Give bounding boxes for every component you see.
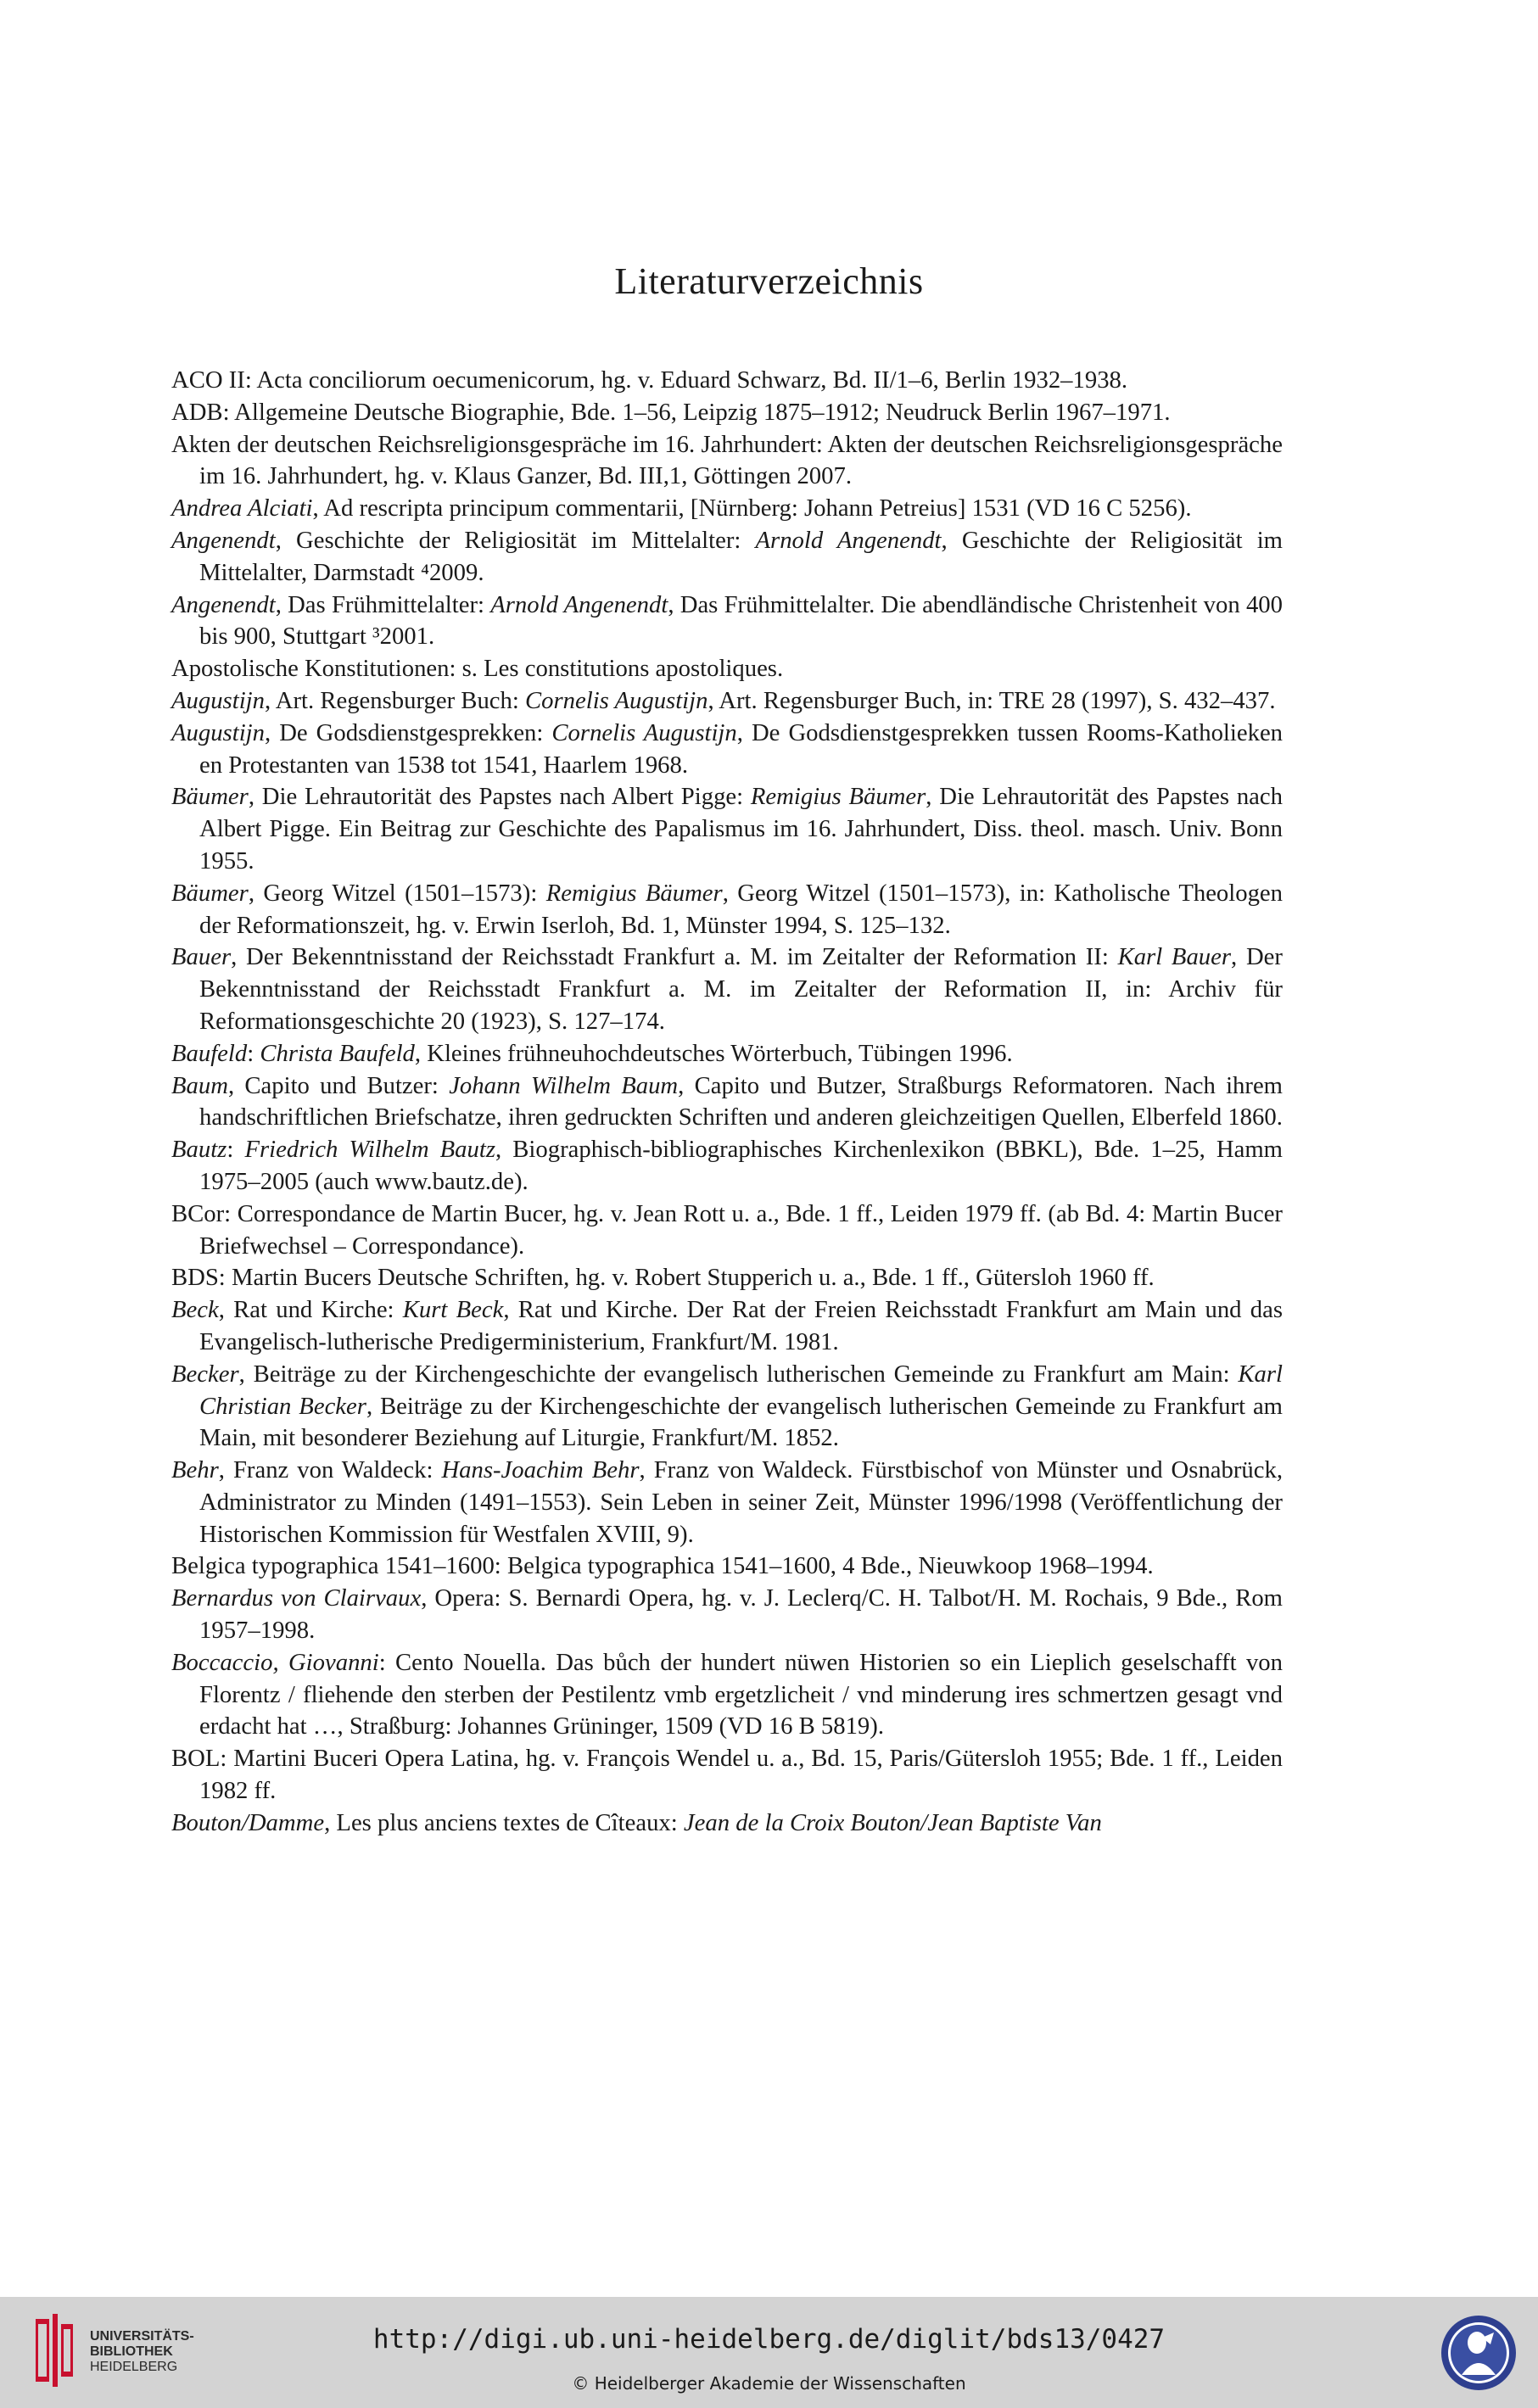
logo-line-3: HEIDELBERG (90, 2360, 178, 2374)
entry-text: BOL: Martini Buceri Opera Latina, hg. v. François Wendel u. a., Bd. 15, Paris/Gütersloh 1955; Bde. 1 ff., Leiden 1982 ff. (171, 1745, 1283, 1805)
entry-italic-text: Angenendt (171, 590, 276, 618)
entry-text: , Geschichte der Religiosität im Mittelalter, Darmstadt ⁴2009. (199, 526, 1283, 586)
entry-text: : Cento Nouella. Das bůch der hundert nüwen Historien so ein Lieplich geselschafft von Florentz / fliehende den sterben der Pestilentz vmb ergetzlicheit / vnd minderung ires schmertzen gesagt vnd erdacht hat …, Straßburg: Johannes Grüninger, 1509 (VD 16 B 5819). (199, 1648, 1283, 1740)
entry-italic-text: Friedrich Wilhelm Bautz (244, 1136, 495, 1164)
bibliography-entry (171, 1070, 1283, 1135)
entry-text: : (227, 1136, 245, 1164)
entry-italic-text: Cornelis Augustijn (551, 718, 737, 746)
entry-text: , Franz von Waldeck: (218, 1456, 442, 1484)
entry-text: , De Godsdienstgesprekken: (264, 718, 552, 746)
copyright-notice: © Heidelberger Akademie der Wissenschaften (572, 2373, 966, 2394)
entry-italic-text: Bautz (171, 1136, 227, 1164)
entry-text: Belgica typographica 1541–1600: Belgica typographica 1541–1600, 4 Bde., Nieuwkoop 1968–1994. (171, 1552, 1154, 1580)
entry-text: , Der Bekenntnisstand der Reichsstadt Frankfurt a. M. im Zeitalter der Reformation II: (231, 943, 1118, 971)
bibliography-list (171, 365, 1283, 1840)
bibliography-entry (171, 493, 1283, 525)
entry-text: , Der Bekenntnisstand der Reichsstadt Frankfurt a. M. im Zeitalter der Reformation II, in: Archiv für Reformationsgeschichte 20 (1923), S. 127–174. (199, 943, 1283, 1035)
bibliography-entry (171, 589, 1283, 654)
page-title: Literaturverzeichnis (614, 260, 924, 302)
logo-line-2: BIBLIOTHEK (90, 2344, 173, 2359)
entry-text: Akten der deutschen Reichsreligionsgespräche im 16. Jahrhundert: Akten der deutschen Reichsreligionsgespräche im 16. Jahrhundert, hg. v. Klaus Ganzer, Bd. III,1, Göttingen 2007. (171, 430, 1283, 490)
academy-seal-icon (1440, 2314, 1518, 2392)
entry-italic-text: Behr (171, 1456, 219, 1484)
entry-italic-text: Karl Christian Becker (199, 1360, 1283, 1420)
entry-text: , Ad rescripta principum commentarii, [Nürnberg: Johann Petreius] 1531 (VD 16 C 5256). (312, 494, 1192, 522)
entry-text: , Rat und Kirche. Der Rat der Freien Reichsstadt Frankfurt am Main und das Evangelisch-lutherische Predigerministerium, Frankfurt/M. 1981. (199, 1296, 1283, 1355)
entry-text: , Art. Regensburger Buch, in: TRE 28 (1997), S. 432–437. (707, 686, 1276, 714)
entry-italic-text: Boccaccio, Giovanni (171, 1648, 379, 1676)
entry-text: , Die Lehrautorität des Papstes nach Albert Pigge. Ein Beitrag zur Geschichte des Papalismus im 16. Jahrhundert, Diss. theol. masch. Univ. Bonn 1955. (199, 783, 1283, 874)
bibliography-entry (171, 1455, 1283, 1550)
entry-text: , Das Frühmittelalter: (275, 590, 491, 618)
logo-line-1: UNIVERSITÄTS- (90, 2329, 194, 2344)
entry-italic-text: Kurt Beck (402, 1296, 504, 1324)
entry-italic-text: Karl Bauer (1117, 943, 1232, 971)
entry-text: , Biographisch-bibliographisches Kirchenlexikon (BBKL), Bde. 1–25, Hamm 1975–2005 (auch www.bautz.de). (199, 1136, 1283, 1195)
entry-italic-text: Remigius Bäumer (545, 879, 723, 907)
entry-text: , Die Lehrautorität des Papstes nach Albert Pigge: (248, 783, 751, 811)
bibliography-entry (171, 525, 1283, 589)
entry-text: ADB: Allgemeine Deutsche Biographie, Bde. 1–56, Leipzig 1875–1912; Neudruck Berlin 1967–1971. (171, 398, 1171, 426)
bibliography-entry (171, 1198, 1283, 1263)
entry-italic-text: Bauer (171, 943, 232, 971)
entry-italic-text: Bernardus von Clairvaux (171, 1584, 422, 1612)
bibliography-entry (171, 1038, 1283, 1070)
entry-italic-text: Jean de la Croix Bouton/Jean Baptiste Van (683, 1808, 1102, 1836)
entry-italic-text: Augustijn (171, 686, 265, 714)
entry-text: Apostolische Konstitutionen: s. Les constitutions apostoliques. (171, 655, 784, 683)
bibliography-entry (171, 1647, 1283, 1743)
entry-text: , Opera: S. Bernardi Opera, hg. v. J. Leclerq/C. H. Talbot/H. M. Rochais, 9 Bde., Rom 1957–1998. (199, 1584, 1283, 1645)
entry-text: , Franz von Waldeck. Fürstbischof von Münster und Osnabrück, Administrator zu Minden (1491–1553). Sein Leben in seiner Zeit, Münster 1996/1998 (Veröffentlichung der Historischen Kommission für Westfalen XVIII, 9). (199, 1456, 1284, 1548)
entry-italic-text: Christa Baufeld (260, 1039, 415, 1067)
entry-text: : (247, 1039, 260, 1067)
entry-italic-text: Arnold Angenendt (755, 526, 942, 554)
bibliography-entry (171, 429, 1283, 494)
bibliography-entry (171, 941, 1283, 1037)
entry-text: BDS: Martin Bucers Deutsche Schriften, hg. v. Robert Stupperich u. a., Bde. 1 ff., Gütersloh 1960 ff. (171, 1264, 1155, 1292)
entry-text: , Das Frühmittelalter. Die abendländische Christenheit von 400 bis 900, Stuttgart ³2001. (199, 590, 1283, 651)
entry-italic-text: Beck (171, 1296, 219, 1324)
bibliography-entry (171, 685, 1283, 718)
entry-text: ACO II: Acta conciliorum oecumenicorum, hg. v. Eduard Schwarz, Bd. II/1–6, Berlin 1932–1938. (171, 366, 1128, 394)
entry-text: , Kleines frühneuhochdeutsches Wörterbuch, Tübingen 1996. (414, 1039, 1013, 1067)
bibliography-entry (171, 653, 1283, 685)
entry-text: , Georg Witzel (1501–1573): (248, 879, 546, 907)
entry-italic-text: Becker (171, 1360, 239, 1388)
bibliography-entry (171, 397, 1283, 429)
bibliography-entry (171, 718, 1283, 782)
bibliography-entry (171, 1134, 1283, 1198)
bibliography-entry (171, 365, 1283, 397)
entry-text: , Beiträge zu der Kirchengeschichte der evangelisch lutherischen Gemeinde zu Frankfurt am Main, mit besonderer Beziehung auf Liturgie, Frankfurt/M. 1852. (199, 1392, 1283, 1452)
bibliography-entry (171, 1359, 1283, 1455)
entry-italic-text: Andrea Alciati (171, 494, 313, 522)
entry-text: , Rat und Kirche: (218, 1296, 403, 1324)
bibliography-entry (171, 1807, 1283, 1840)
entry-italic-text: Johann Wilhelm Baum (449, 1071, 679, 1099)
entry-text: , Georg Witzel (1501–1573), in: Katholische Theologen der Reformationszeit, hg. v. Erwin Iserloh, Bd. 1, Münster 1994, S. 125–132. (199, 879, 1283, 939)
entry-italic-text: Angenendt (171, 526, 276, 554)
bibliography-entry (171, 878, 1283, 942)
entry-italic-text: Baufeld (171, 1039, 248, 1067)
entry-text: , Capito und Butzer: (227, 1071, 450, 1099)
entry-text: , Capito und Butzer, Straßburgs Reformatoren. Nach ihrem handschriftlichen Briefschatze, ihren gedruckten Schriften und anderen gleichzeitigen Quellen, Elberfeld 1860. (199, 1071, 1283, 1131)
bibliography-entry (171, 1583, 1283, 1647)
entry-italic-text: Remigius Bäumer (750, 783, 926, 811)
entry-text: , Art. Regensburger Buch: (264, 686, 526, 714)
entry-text: , De Godsdienstgesprekken tussen Rooms-Katholieken en Protestanten van 1538 tot 1541, Haarlem 1968. (199, 718, 1284, 779)
entry-italic-text: Bäumer (171, 783, 249, 811)
entry-italic-text: Bouton/Damme (171, 1808, 325, 1836)
entry-italic-text: Cornelis Augustijn (525, 686, 708, 714)
entry-italic-text: Augustijn (171, 718, 265, 746)
digital-url-link[interactable]: http://digi.ub.uni-heidelberg.de/diglit/bds13/0427 (372, 2324, 1166, 2355)
bibliography-entry (171, 1743, 1283, 1807)
footer-bar (0, 2297, 1538, 2408)
entry-text: , Beiträge zu der Kirchengeschichte der evangelisch lutherischen Gemeinde zu Frankfurt am Main: (238, 1360, 1239, 1388)
bibliography-entry (171, 781, 1283, 877)
entry-italic-text: Hans-Joachim Behr (441, 1456, 640, 1484)
entry-text: , Geschichte der Religiosität im Mittelalter: (275, 526, 756, 554)
bibliography-entry (171, 1262, 1283, 1294)
bibliography-entry (171, 1550, 1283, 1583)
bibliography-entry (171, 1294, 1283, 1359)
entry-text: , Les plus anciens textes de Cîteaux: (324, 1808, 684, 1836)
entry-italic-text: Baum (171, 1071, 228, 1099)
entry-italic-text: Bäumer (171, 879, 249, 907)
entry-italic-text: Arnold Angenendt (490, 590, 668, 618)
entry-text: BCor: Correspondance de Martin Bucer, hg. v. Jean Rott u. a., Bde. 1 ff., Leiden 1979 ff. (ab Bd. 4: Martin Bucer Briefwechsel – Correspondance). (171, 1199, 1283, 1260)
